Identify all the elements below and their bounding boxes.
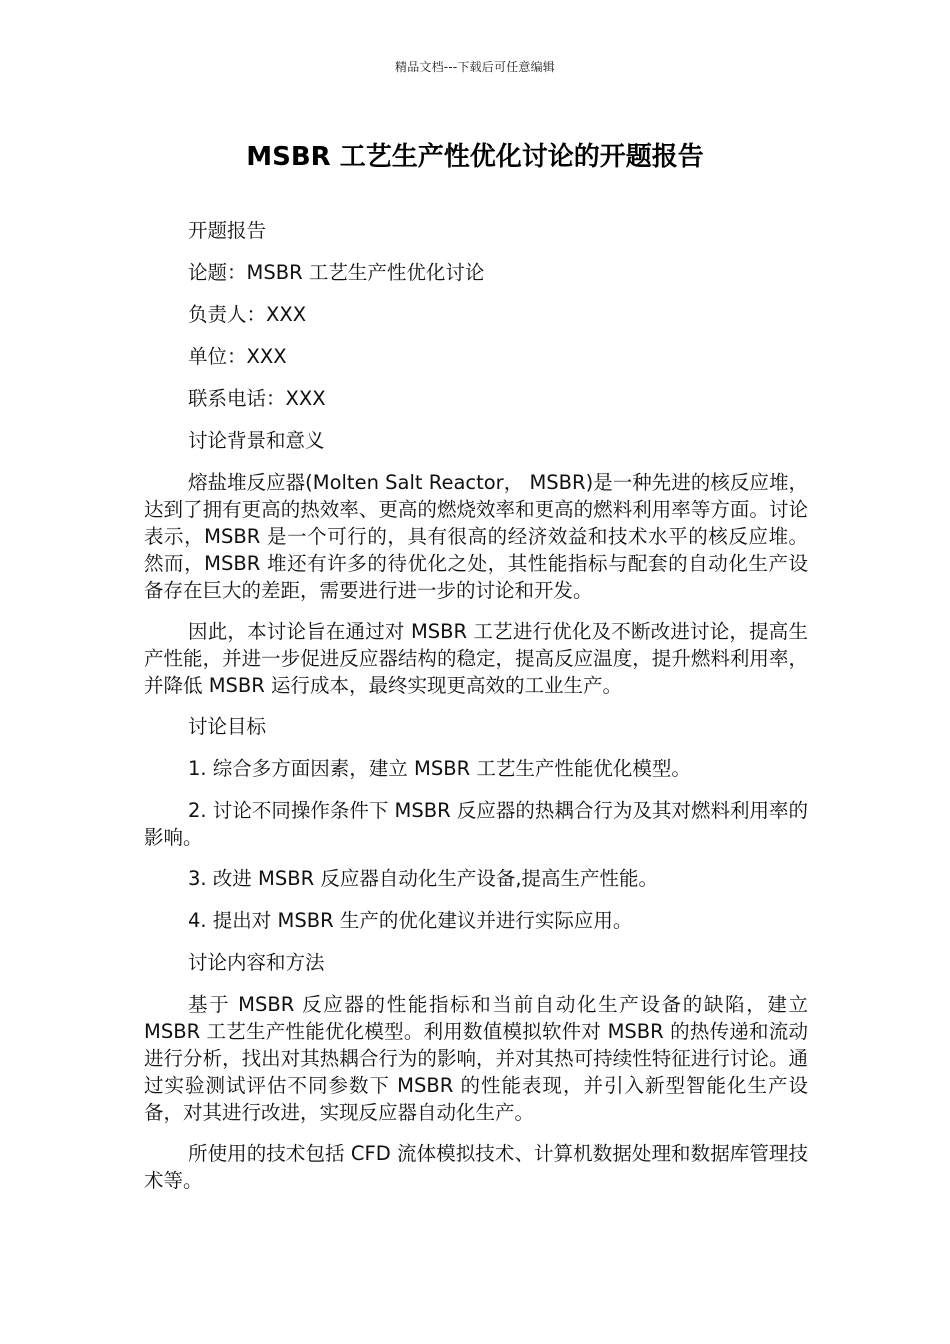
owner-line: 负责人：XXX xyxy=(188,303,307,326)
goal-item-2: 2. 讨论不同操作条件下 MSBR 反应器的热耦合行为及其对燃料利用率的影响。 xyxy=(144,799,808,849)
document-body xyxy=(144,217,808,1208)
methods-paragraph-1: 基于 MSBR 反应器的性能指标和当前自动化生产设备的缺陷，建立 MSBR 工艺生产性能优化模型。利用数值模拟软件对 MSBR 的热传递和流动进行分析，找出对其热耦合行为的影响，并对其热可持续性特征进行讨论。通过实验测试评估不同参数下 MSBR 的性能表现，并引入新型智能化生产设备，对其进行改进，实现反应器自动化生产。 xyxy=(144,993,808,1124)
topic-line: 论题：MSBR 工艺生产性优化讨论 xyxy=(188,261,485,284)
background-heading: 讨论背景和意义 xyxy=(188,429,325,452)
header-note: 精品文档---下载后可任意编辑 xyxy=(395,60,555,74)
goal-item-3: 3. 改进 MSBR 反应器自动化生产设备,提高生产性能。 xyxy=(188,867,659,890)
phone-line: 联系电话：XXX xyxy=(188,387,326,410)
goal-item-1: 1. 综合多方面因素，建立 MSBR 工艺生产性能优化模型。 xyxy=(188,757,691,780)
unit-line: 单位：XXX xyxy=(188,345,287,368)
methods-heading: 讨论内容和方法 xyxy=(188,951,325,974)
background-paragraph-2: 因此，本讨论旨在通过对 MSBR 工艺进行优化及不断改进讨论，提高生产性能，并进一步促进反应器结构的稳定，提高反应温度，提升燃料利用率，并降低 MSBR 运行成本，最终实现更高效的工业生产。 xyxy=(144,620,808,697)
goals-heading: 讨论目标 xyxy=(188,715,267,738)
report-label: 开题报告 xyxy=(188,219,267,242)
background-paragraph-1: 熔盐堆反应器(Molten Salt Reactor， MSBR)是一种先进的核反应堆，达到了拥有更高的热效率、更高的燃烧效率和更高的燃料利用率等方面。讨论表示，MSBR 是一个可行的，具有很高的经济效益和技术水平的核反应堆。然而，MSBR 堆还有许多的待优化之处，其性能指标与配套的自动化生产设备存在巨大的差距，需要进行进一步的讨论和开发。 xyxy=(144,471,808,602)
document-title: MSBR 工艺生产性优化讨论的开题报告 xyxy=(246,142,704,172)
goal-item-4: 4. 提出对 MSBR 生产的优化建议并进行实际应用。 xyxy=(188,909,633,932)
methods-paragraph-2: 所使用的技术包括 CFD 流体模拟技术、计算机数据处理和数据库管理技术等。 xyxy=(144,1142,808,1192)
